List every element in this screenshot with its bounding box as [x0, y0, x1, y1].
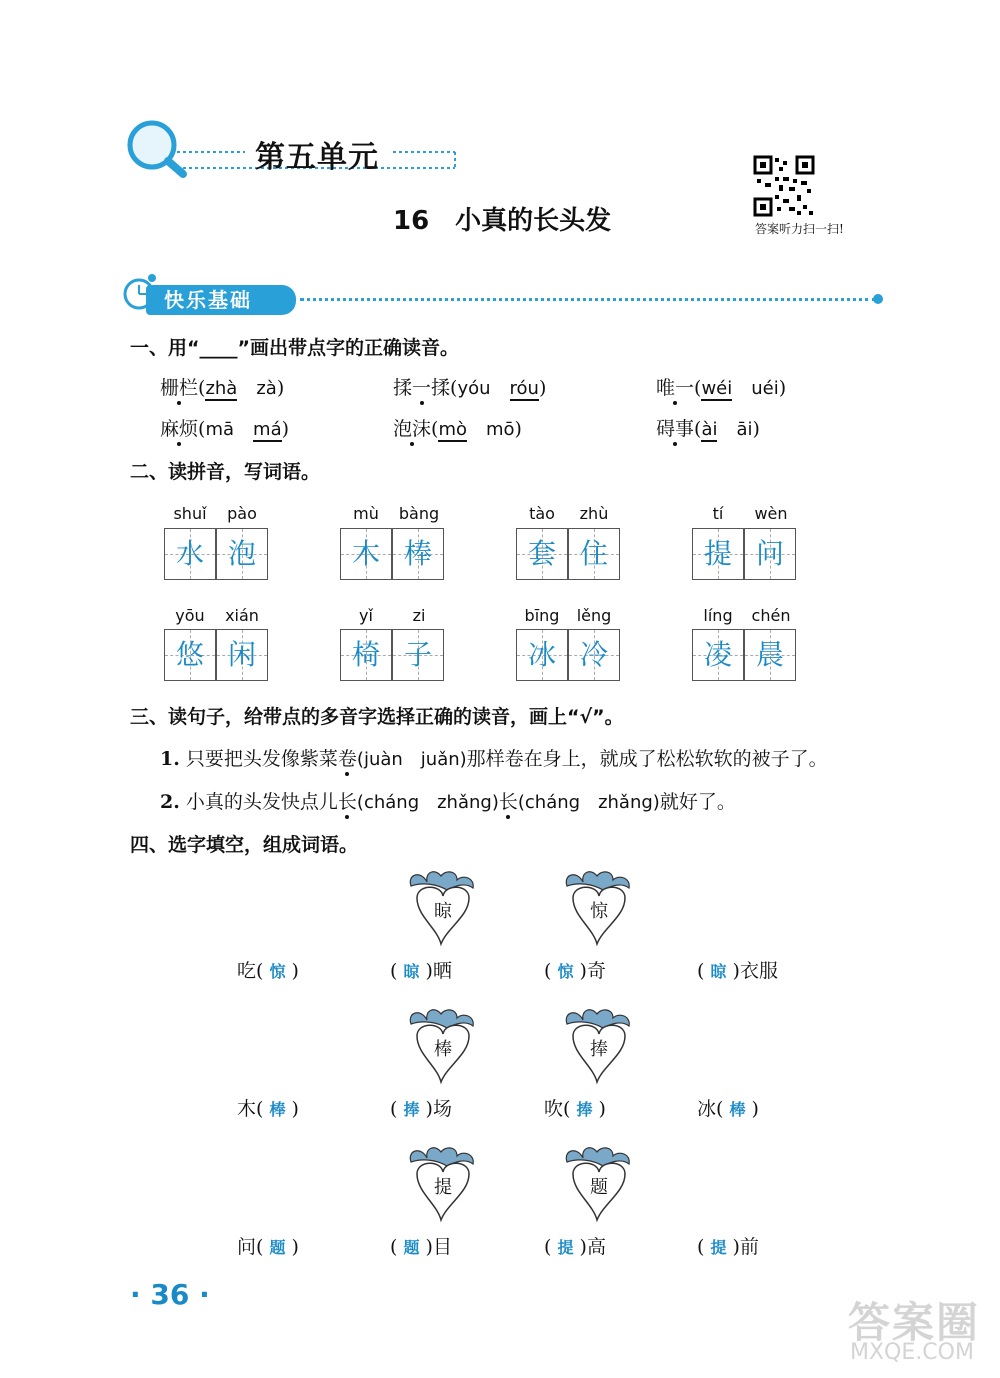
lesson-title: 16 小真的长头发	[393, 206, 612, 236]
pinyin-label: wèn	[754, 504, 788, 523]
q3-title: 三、读句子，给带点的多音字选择正确的读音，画上“√”。	[130, 706, 624, 728]
banner-end-dot	[873, 294, 883, 304]
fill-blank: ( 捧 )场	[390, 1098, 452, 1120]
fill-blank: ( 晾 )晒	[390, 960, 452, 982]
q1-item: 麻烦(mā má)	[160, 418, 290, 440]
writing-box: 提	[692, 528, 744, 580]
q1-title: 一、用“____”画出带点字的正确读音。	[130, 337, 459, 359]
writing-box: 住	[568, 528, 620, 580]
fill-blank: ( 提 )高	[544, 1236, 606, 1258]
pinyin-label: tào	[529, 504, 555, 523]
q1-item: 栅栏(zhà zà)	[160, 377, 285, 399]
writing-box: 凌	[692, 629, 744, 681]
writing-box: 棒	[392, 528, 444, 580]
pinyin-label: chén	[751, 606, 791, 625]
fill-blank: 冰( 棒 )	[697, 1098, 759, 1120]
q1-item: 泡沫(mò mō)	[393, 418, 522, 440]
pinyin-label: lěng	[576, 606, 612, 625]
writing-box: 椅	[340, 629, 392, 681]
writing-box: 子	[392, 629, 444, 681]
unit-title: 第五单元	[255, 140, 379, 175]
writing-box: 闲	[216, 629, 268, 681]
writing-box: 晨	[744, 629, 796, 681]
pinyin-label: shuǐ	[173, 504, 207, 523]
writing-box: 套	[516, 528, 568, 580]
writing-box: 冷	[568, 629, 620, 681]
pinyin-label: zi	[412, 606, 426, 625]
watermark-url: MXQE.COM	[850, 1340, 974, 1365]
pinyin-label: mù	[353, 504, 379, 523]
fill-blank: 木( 棒 )	[237, 1098, 299, 1120]
pinyin-label: xián	[225, 606, 259, 625]
pinyin-label: yǐ	[359, 606, 373, 625]
writing-box: 水	[164, 528, 216, 580]
fill-blank: ( 提 )前	[697, 1236, 759, 1258]
q1-item: 揉一揉(yóu róu)	[393, 377, 547, 399]
fill-blank: 吹( 捧 )	[544, 1098, 606, 1120]
writing-box: 木	[340, 528, 392, 580]
heart-char: 晾	[434, 901, 452, 922]
writing-box: 冰	[516, 629, 568, 681]
writing-box: 泡	[216, 528, 268, 580]
fill-blank: 吃( 惊 )	[237, 960, 299, 982]
pinyin-label: yōu	[175, 606, 205, 625]
fill-blank: 问( 题 )	[237, 1236, 299, 1258]
page-number: · 36 ·	[130, 1278, 210, 1311]
writing-box: 悠	[164, 629, 216, 681]
heart-char: 惊	[590, 901, 608, 922]
q1-item: 碍事(ài āi)	[656, 418, 760, 440]
qr-caption: 答案听力扫一扫!	[755, 222, 844, 236]
fill-blank: ( 题 )目	[390, 1236, 452, 1258]
section-banner: 快乐基础	[146, 285, 296, 315]
q3-sentence-1: 1. 只要把头发像紫菜卷(juàn juǎn)那样卷在身上，就成了松松软软的被子了。	[160, 748, 828, 770]
writing-box: 问	[744, 528, 796, 580]
pinyin-label: bīng	[524, 606, 560, 625]
watermark-logo: 答案圈	[848, 1298, 981, 1347]
q4-title: 四、选字填空，组成词语。	[130, 834, 359, 856]
qr-code[interactable]	[753, 155, 815, 217]
fill-blank: ( 惊 )奇	[544, 960, 606, 982]
pinyin-label: bàng	[398, 504, 440, 523]
fill-blank: ( 晾 )衣服	[697, 960, 778, 982]
heart-char: 捧	[590, 1039, 608, 1060]
pinyin-label: pào	[227, 504, 257, 523]
pinyin-label: zhù	[579, 504, 609, 523]
q2-title: 二、读拼音，写词语。	[130, 461, 321, 483]
heart-char: 棒	[434, 1039, 452, 1060]
heart-char: 题	[590, 1177, 608, 1198]
q1-item: 唯一(wéi uéi)	[656, 377, 787, 399]
pinyin-label: tí	[712, 504, 724, 523]
pinyin-label: líng	[703, 606, 733, 625]
heart-char: 提	[434, 1177, 452, 1198]
q3-sentence-2: 2. 小真的头发快点儿长(cháng zhǎng)长(cháng zhǎng)就好了。	[160, 791, 736, 813]
banner-dotted-line	[300, 298, 876, 301]
